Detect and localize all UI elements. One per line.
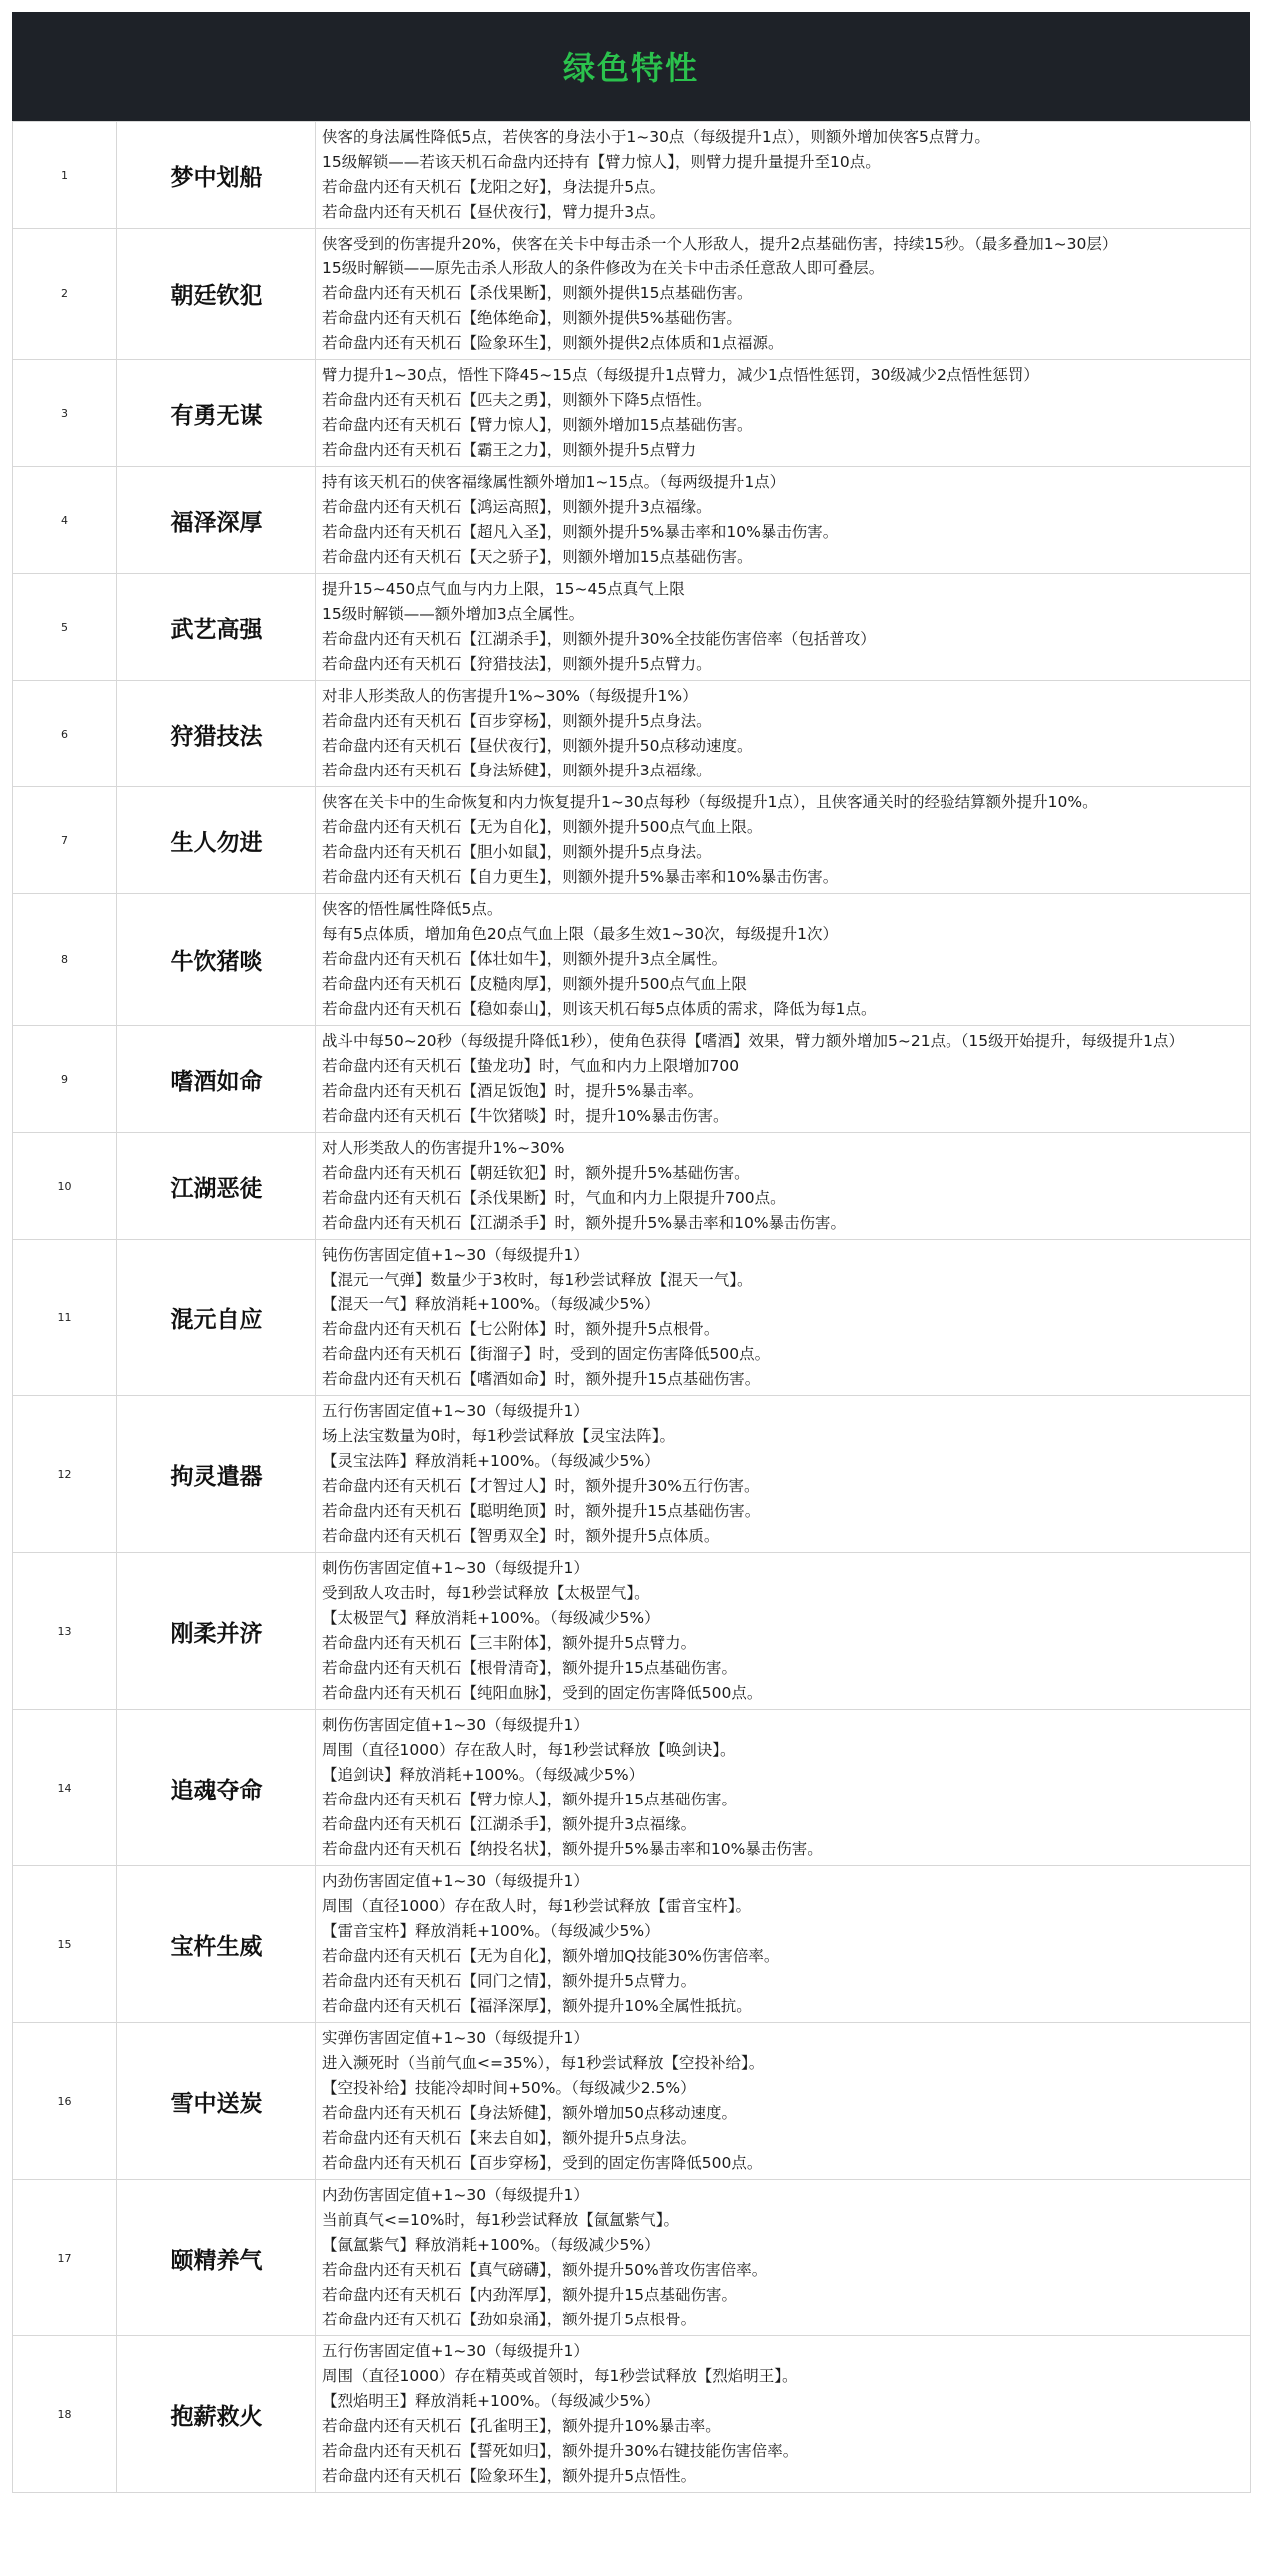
trait-name: 狩猎技法 — [117, 681, 316, 787]
trait-row — [13, 1866, 1251, 2023]
trait-index: 3 — [13, 360, 117, 467]
trait-row — [13, 1240, 1251, 1396]
description-line: 若命盘内还有天机石【昼伏夜行】，则额外提升50点移动速度。 — [322, 737, 753, 755]
description-line: 若命盘内还有天机石【匹夫之勇】，则额外下降5点悟性。 — [322, 391, 712, 409]
description-line: 侠客受到的伤害提升20%，侠客在关卡中每击杀一个人形敌人，提升2点基础伤害，持续15秒。（最多叠加1~30层） — [322, 235, 1118, 253]
description-line: 【烈焰明王】释放消耗+100%。（每级减少5%） — [322, 2392, 660, 2410]
description-line: 若命盘内还有天机石【身法矫健】，额外增加50点移动速度。 — [322, 2104, 737, 2122]
trait-row — [13, 2023, 1251, 2180]
description-line: 若命盘内还有天机石【体壮如牛】，则额外提升3点全属性。 — [322, 950, 728, 968]
description-line: 周围（直径1000）存在敌人时，每1秒尝试释放【唤剑诀】。 — [322, 1741, 736, 1759]
trait-name: 朝廷钦犯 — [117, 229, 316, 360]
description-line: 若命盘内还有天机石【牛饮猪啖】时，提升10%暴击伤害。 — [322, 1107, 729, 1125]
trait-name: 刚柔并济 — [117, 1553, 316, 1710]
description-line: 对人形类敌人的伤害提升1%~30% — [322, 1139, 565, 1157]
trait-name: 福泽深厚 — [117, 467, 316, 574]
trait-row — [13, 229, 1251, 360]
trait-description — [316, 1866, 1251, 2023]
description-line: 若命盘内还有天机石【险象环生】，则额外提供2点体质和1点福源。 — [322, 334, 784, 352]
description-line: 若命盘内还有天机石【根骨清奇】，额外提升15点基础伤害。 — [322, 1659, 737, 1677]
trait-name: 江湖恶徒 — [117, 1133, 316, 1240]
description-line: 若命盘内还有天机石【臂力惊人】，额外提升15点基础伤害。 — [322, 1791, 737, 1808]
trait-row — [13, 122, 1251, 229]
trait-description — [316, 1396, 1251, 1553]
description-line: 若命盘内还有天机石【福泽深厚】，额外提升10%全属性抵抗。 — [322, 1997, 752, 2015]
trait-index: 10 — [13, 1133, 117, 1240]
trait-description — [316, 122, 1251, 229]
description-line: 持有该天机石的侠客福缘属性额外增加1~15点。（每两级提升1点） — [322, 473, 786, 491]
description-line: 若命盘内还有天机石【超凡入圣】，则额外提升5%暴击率和10%暴击伤害。 — [322, 523, 839, 541]
description-line: 若命盘内还有天机石【江湖杀手】，额外提升3点福缘。 — [322, 1815, 697, 1833]
trait-index: 16 — [13, 2023, 117, 2180]
trait-index: 8 — [13, 894, 117, 1026]
trait-row — [13, 467, 1251, 574]
description-line: 若命盘内还有天机石【朝廷钦犯】时，额外提升5%基础伤害。 — [322, 1164, 750, 1182]
trait-name: 有勇无谋 — [117, 360, 316, 467]
description-line: 侠客的悟性属性降低5点。 — [322, 900, 503, 918]
trait-index: 5 — [13, 574, 117, 681]
trait-index: 18 — [13, 2336, 117, 2493]
description-line: 若命盘内还有天机石【劲如泉涌】，额外提升5点根骨。 — [322, 2311, 697, 2328]
trait-index: 6 — [13, 681, 117, 787]
trait-description — [316, 894, 1251, 1026]
description-line: 若命盘内还有天机石【誓死如归】，额外提升30%右键技能伤害倍率。 — [322, 2442, 799, 2460]
trait-name: 宝杵生威 — [117, 1866, 316, 2023]
description-line: 若命盘内还有天机石【无为自化】，额外增加Q技能30%伤害倍率。 — [322, 1947, 780, 1965]
description-line: 若命盘内还有天机石【真气磅礴】，额外提升50%普攻伤害倍率。 — [322, 2261, 768, 2279]
trait-description — [316, 681, 1251, 787]
trait-name: 颐精养气 — [117, 2180, 316, 2336]
trait-name: 雪中送炭 — [117, 2023, 316, 2180]
description-line: 场上法宝数量为0时，每1秒尝试释放【灵宝法阵】。 — [322, 1427, 675, 1445]
trait-description — [316, 1026, 1251, 1133]
description-line: 周围（直径1000）存在精英或首领时，每1秒尝试释放【烈焰明王】。 — [322, 2367, 798, 2385]
trait-description — [316, 360, 1251, 467]
trait-row — [13, 1710, 1251, 1866]
traits-sheet — [12, 12, 1250, 2493]
description-line: 提升15~450点气血与内力上限，15~45点真气上限 — [322, 580, 685, 598]
description-line: 【太极罡气】释放消耗+100%。（每级减少5%） — [322, 1609, 660, 1627]
description-line: 15级时解锁——额外增加3点全属性。 — [322, 605, 585, 623]
trait-row — [13, 894, 1251, 1026]
trait-row — [13, 2180, 1251, 2336]
traits-table-body — [13, 122, 1251, 2493]
trait-row — [13, 360, 1251, 467]
description-line: 若命盘内还有天机石【皮糙肉厚】，则额外提升500点气血上限 — [322, 975, 747, 993]
trait-index: 7 — [13, 787, 117, 894]
description-line: 当前真气<=10%时，每1秒尝试释放【氤氲紫气】。 — [322, 2211, 680, 2229]
description-line: 【混天一气】释放消耗+100%。（每级减少5%） — [322, 1295, 660, 1313]
trait-index: 1 — [13, 122, 117, 229]
description-line: 战斗中每50~20秒（每级提升降低1秒），使角色获得【嗜酒】效果，臂力额外增加5~21点。（15级开始提升，每级提升1点） — [322, 1032, 1184, 1050]
description-line: 若命盘内还有天机石【杀伐果断】，则额外提供15点基础伤害。 — [322, 284, 753, 302]
description-line: 若命盘内还有天机石【蛰龙功】时，气血和内力上限增加700 — [322, 1057, 740, 1075]
trait-index: 9 — [13, 1026, 117, 1133]
description-line: 钝伤伤害固定值+1~30（每级提升1） — [322, 1246, 589, 1264]
description-line: 若命盘内还有天机石【嗜酒如命】时，额外提升15点基础伤害。 — [322, 1370, 761, 1388]
trait-name: 混元自应 — [117, 1240, 316, 1396]
trait-index: 17 — [13, 2180, 117, 2336]
description-line: 五行伤害固定值+1~30（每级提升1） — [322, 2342, 589, 2360]
description-line: 若命盘内还有天机石【鸿运高照】，则额外提升3点福缘。 — [322, 498, 712, 516]
trait-description — [316, 787, 1251, 894]
description-line: 【雷音宝杵】释放消耗+100%。（每级减少5%） — [322, 1922, 660, 1940]
description-line: 刺伤伤害固定值+1~30（每级提升1） — [322, 1559, 589, 1577]
description-line: 若命盘内还有天机石【臂力惊人】，则额外增加15点基础伤害。 — [322, 416, 753, 434]
trait-description — [316, 1240, 1251, 1396]
description-line: 若命盘内还有天机石【天之骄子】，则额外增加15点基础伤害。 — [322, 548, 753, 566]
description-line: 【氤氲紫气】释放消耗+100%。（每级减少5%） — [322, 2236, 660, 2254]
description-line: 若命盘内还有天机石【稳如泰山】，则该天机石每5点体质的需求，降低为每1点。 — [322, 1000, 877, 1018]
description-line: 侠客在关卡中的生命恢复和内力恢复提升1~30点每秒（每级提升1点），且侠客通关时的经验结算额外提升10%。 — [322, 793, 1098, 811]
description-line: 若命盘内还有天机石【同门之情】，额外提升5点臂力。 — [322, 1972, 697, 1990]
trait-name: 追魂夺命 — [117, 1710, 316, 1866]
trait-index: 2 — [13, 229, 117, 360]
traits-table — [12, 121, 1251, 2493]
description-line: 五行伤害固定值+1~30（每级提升1） — [322, 1402, 589, 1420]
description-line: 进入濒死时（当前气血<=35%），每1秒尝试释放【空投补给】。 — [322, 2054, 765, 2072]
description-line: 若命盘内还有天机石【纳投名状】，额外提升5%暴击率和10%暴击伤害。 — [322, 1840, 823, 1858]
description-line: 实弹伤害固定值+1~30（每级提升1） — [322, 2029, 589, 2047]
description-line: 若命盘内还有天机石【胆小如鼠】，则额外提升5点身法。 — [322, 843, 712, 861]
description-line: 若命盘内还有天机石【七公附体】时，额外提升5点根骨。 — [322, 1320, 720, 1338]
trait-description — [316, 1553, 1251, 1710]
trait-index: 12 — [13, 1396, 117, 1553]
trait-row — [13, 574, 1251, 681]
description-line: 刺伤伤害固定值+1~30（每级提升1） — [322, 1716, 589, 1734]
trait-row — [13, 681, 1251, 787]
description-line: 【空投补给】技能冷却时间+50%。（每级减少2.5%） — [322, 2079, 696, 2097]
description-line: 【灵宝法阵】释放消耗+100%。（每级减少5%） — [322, 1452, 660, 1470]
trait-description — [316, 2023, 1251, 2180]
trait-row — [13, 2336, 1251, 2493]
trait-name: 梦中划船 — [117, 122, 316, 229]
description-line: 侠客的身法属性降低5点，若侠客的身法小于1~30点（每级提升1点），则额外增加侠客5点臂力。 — [322, 128, 990, 146]
trait-index: 14 — [13, 1710, 117, 1866]
trait-row — [13, 1396, 1251, 1553]
description-line: 周围（直径1000）存在敌人时，每1秒尝试释放【雷音宝杵】。 — [322, 1897, 752, 1915]
description-line: 若命盘内还有天机石【霸王之力】，则额外提升5点臂力 — [322, 441, 697, 459]
trait-name: 抱薪救火 — [117, 2336, 316, 2493]
trait-row — [13, 787, 1251, 894]
description-line: 若命盘内还有天机石【昼伏夜行】，臂力提升3点。 — [322, 203, 666, 221]
description-line: 若命盘内还有天机石【狩猎技法】，则额外提升5点臂力。 — [322, 655, 712, 673]
header-bar — [12, 12, 1250, 121]
description-line: 若命盘内还有天机石【百步穿杨】，则额外提升5点身法。 — [322, 712, 712, 730]
description-line: 若命盘内还有天机石【内劲浑厚】，额外提升15点基础伤害。 — [322, 2286, 737, 2304]
description-line: 若命盘内还有天机石【才智过人】时，额外提升30%五行伤害。 — [322, 1477, 760, 1495]
description-line: 对非人形类敌人的伤害提升1%~30%（每级提升1%） — [322, 687, 698, 705]
trait-name: 生人勿进 — [117, 787, 316, 894]
description-line: 【混元一气弹】数量少于3枚时，每1秒尝试释放【混天一气】。 — [322, 1271, 753, 1288]
description-line: 15级解锁——若该天机石命盘内还持有【臂力惊人】，则臂力提升量提升至10点。 — [322, 153, 881, 171]
trait-description — [316, 2180, 1251, 2336]
description-line: 若命盘内还有天机石【纯阳血脉】，受到的固定伤害降低500点。 — [322, 1684, 763, 1702]
trait-name: 牛饮猪啖 — [117, 894, 316, 1026]
trait-description — [316, 2336, 1251, 2493]
description-line: 若命盘内还有天机石【无为自化】，则额外提升500点气血上限。 — [322, 818, 763, 836]
description-line: 若命盘内还有天机石【智勇双全】时，额外提升5点体质。 — [322, 1527, 720, 1545]
description-line: 若命盘内还有天机石【身法矫健】，则额外提升3点福缘。 — [322, 762, 712, 779]
description-line: 若命盘内还有天机石【三丰附体】，额外提升5点臂力。 — [322, 1634, 697, 1652]
description-line: 臂力提升1~30点，悟性下降45~15点（每级提升1点臂力，减少1点悟性惩罚，30级减少2点悟性惩罚） — [322, 366, 1039, 384]
trait-description — [316, 1710, 1251, 1866]
description-line: 若命盘内还有天机石【聪明绝顶】时，额外提升15点基础伤害。 — [322, 1502, 761, 1520]
trait-description — [316, 467, 1251, 574]
trait-index: 4 — [13, 467, 117, 574]
trait-name: 拘灵遣器 — [117, 1396, 316, 1553]
description-line: 若命盘内还有天机石【杀伐果断】时，气血和内力上限提升700点。 — [322, 1189, 786, 1207]
description-line: 若命盘内还有天机石【江湖杀手】时，额外提升5%暴击率和10%暴击伤害。 — [322, 1214, 847, 1232]
description-line: 若命盘内还有天机石【百步穿杨】，受到的固定伤害降低500点。 — [322, 2154, 763, 2172]
description-line: 15级时解锁——原先击杀人形敌人的条件修改为在关卡中击杀任意敌人即可叠层。 — [322, 259, 885, 277]
trait-row — [13, 1133, 1251, 1240]
trait-index: 13 — [13, 1553, 117, 1710]
description-line: 若命盘内还有天机石【险象环生】，额外提升5点悟性。 — [322, 2467, 697, 2485]
page-title: 绿色特性 — [562, 49, 699, 87]
description-line: 若命盘内还有天机石【江湖杀手】，则额外提升30%全技能伤害倍率（包括普攻） — [322, 630, 876, 648]
trait-index: 15 — [13, 1866, 117, 2023]
description-line: 【追剑诀】释放消耗+100%。（每级减少5%） — [322, 1766, 645, 1784]
description-line: 内劲伤害固定值+1~30（每级提升1） — [322, 2186, 589, 2204]
description-line: 受到敌人攻击时，每1秒尝试释放【太极罡气】。 — [322, 1584, 650, 1602]
trait-name: 武艺高强 — [117, 574, 316, 681]
description-line: 若命盘内还有天机石【酒足饭饱】时，提升5%暴击率。 — [322, 1082, 704, 1100]
trait-description — [316, 229, 1251, 360]
trait-index: 11 — [13, 1240, 117, 1396]
description-line: 内劲伤害固定值+1~30（每级提升1） — [322, 1872, 589, 1890]
description-line: 若命盘内还有天机石【自力更生】，则额外提升5%暴击率和10%暴击伤害。 — [322, 868, 839, 886]
description-line: 若命盘内还有天机石【龙阳之好】，身法提升5点。 — [322, 178, 666, 196]
description-line: 若命盘内还有天机石【孔雀明王】，额外提升10%暴击率。 — [322, 2417, 721, 2435]
trait-name: 嗜酒如命 — [117, 1026, 316, 1133]
trait-description — [316, 574, 1251, 681]
description-line: 每有5点体质，增加角色20点气血上限（最多生效1~30次，每级提升1次） — [322, 925, 839, 943]
description-line: 若命盘内还有天机石【绝体绝命】，则额外提供5%基础伤害。 — [322, 309, 742, 327]
description-line: 若命盘内还有天机石【街溜子】时，受到的固定伤害降低500点。 — [322, 1345, 771, 1363]
trait-row — [13, 1553, 1251, 1710]
trait-description — [316, 1133, 1251, 1240]
description-line: 若命盘内还有天机石【来去自如】，额外提升5点身法。 — [322, 2129, 697, 2147]
trait-row — [13, 1026, 1251, 1133]
